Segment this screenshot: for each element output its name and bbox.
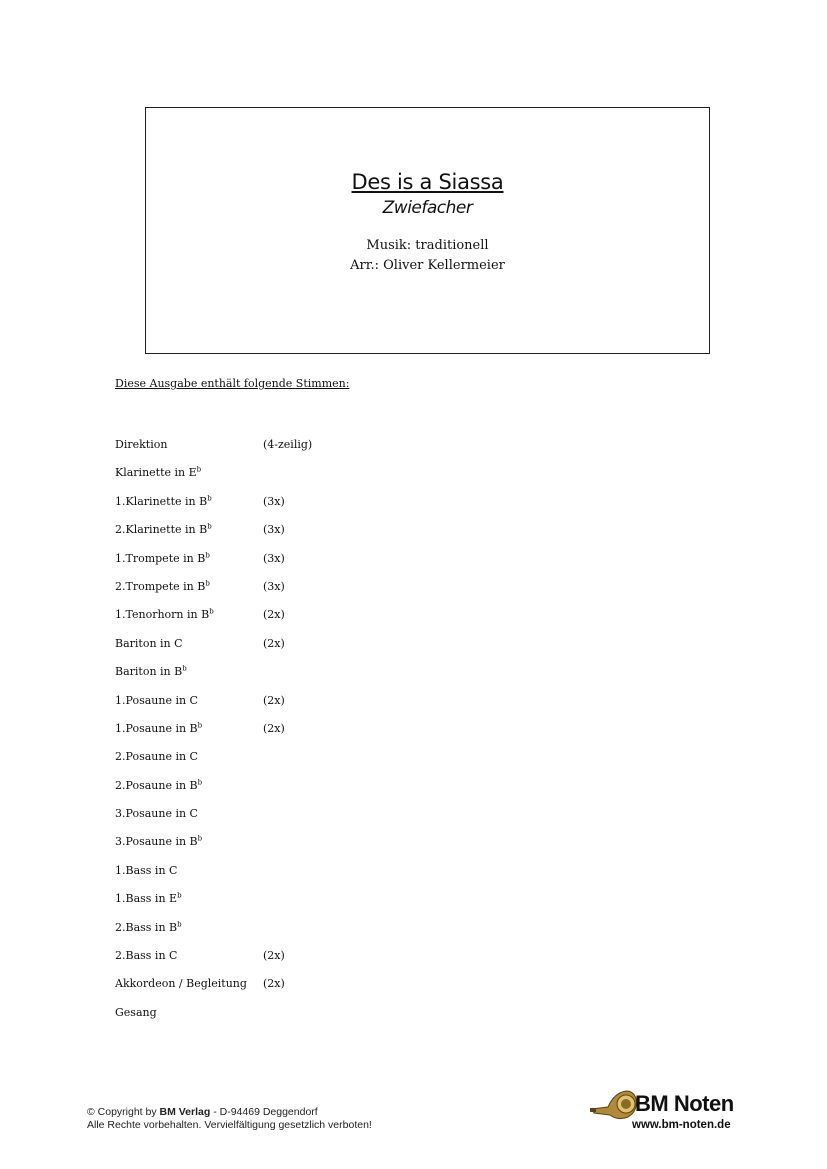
part-name-text: Klarinette in E [115,466,197,480]
part-name-text: 3.Posaune in C [115,807,198,821]
part-row [115,637,515,665]
part-name [115,665,187,678]
part-name [115,438,167,451]
logo-text: BM Noten [635,1091,734,1116]
part-name [115,779,202,792]
part-name [115,466,201,479]
part-count: (2x) [263,977,285,991]
copyright-prefix: © Copyright by [87,1106,160,1118]
part-name-text: 2.Trompete in B [115,579,206,593]
part-count: (2x) [263,608,285,622]
flat-sign: b [197,721,203,730]
publisher-name: BM Verlag [159,1106,211,1118]
part-row [115,892,515,920]
flat-sign: b [205,550,210,559]
part-name [115,608,214,621]
part-row [115,977,515,1005]
part-count: (2x) [263,693,285,707]
part-row [115,835,515,863]
part-row [115,665,515,693]
part-count: (3x) [263,551,285,565]
part-name [115,523,212,536]
part-count: (2x) [263,949,285,963]
part-name [115,977,247,990]
flat-sign: b [205,579,210,588]
part-name-text: 1.Posaune in C [115,693,198,707]
part-row [115,949,515,977]
part-name [115,835,202,848]
flat-sign: b [177,919,182,928]
part-name-text: 1.Trompete in B [115,551,206,565]
rights-line: Alle Rechte vorbehalten. Vervielfältigung gesetzlich verboten! [87,1119,372,1131]
part-row [115,864,515,892]
horn-icon [590,1087,640,1123]
flat-sign: b [207,494,212,503]
flat-sign: b [177,891,182,900]
part-name [115,807,198,820]
part-name-text: Bariton in B [115,665,183,679]
piece-subtitle: Zwiefacher [382,198,473,218]
part-name [115,694,198,707]
part-count: (4-zeilig) [263,438,313,451]
part-name-text: 2.Klarinette in B [115,523,208,537]
part-name-text: 2.Posaune in B [115,778,198,792]
parts-list [115,438,515,1034]
part-name [115,1006,157,1019]
part-count: (3x) [263,494,285,508]
part-count: (3x) [263,523,285,537]
part-name-text: 1.Bass in E [115,892,178,906]
flat-sign: b [207,522,212,531]
part-name [115,722,202,735]
flat-sign: b [197,778,203,787]
copyright-suffix: - D-94469 Deggendorf [210,1106,318,1118]
part-row [115,779,515,807]
part-row [115,1006,515,1034]
title-box [145,107,710,354]
flat-sign: b [182,664,187,673]
flat-sign: b [209,607,214,616]
part-name [115,949,177,962]
part-name-text: 1.Posaune in B [115,721,198,735]
part-count: (2x) [263,721,285,735]
part-row [115,466,515,494]
part-row [115,495,515,523]
part-name-text: 2.Posaune in C [115,750,198,764]
arranger-credit: Arr.: Oliver Kellermeier [350,258,505,273]
part-name-text: 1.Tenorhorn in B [115,608,210,622]
part-count: (2x) [263,636,285,650]
part-row [115,807,515,835]
part-row [115,921,515,949]
part-name [115,580,210,593]
part-name-text: 2.Bass in C [115,949,178,963]
part-name-text: 1.Klarinette in B [115,494,208,508]
flat-sign: b [197,834,203,843]
logo-url[interactable]: www.bm-noten.de [632,1119,731,1131]
part-name-text: Gesang [115,1005,157,1019]
composer-credit: Musik: traditionell [366,238,489,253]
copyright-notice [87,1106,372,1132]
part-name [115,864,177,877]
part-count: (3x) [263,579,285,593]
part-name-text: 3.Posaune in B [115,835,198,849]
part-name-text: Bariton in C [115,636,183,650]
part-name-text: 1.Bass in C [115,863,178,877]
part-row [115,722,515,750]
part-name [115,892,182,905]
part-name [115,921,182,934]
part-row [115,523,515,551]
flat-sign: b [196,465,202,474]
part-name-text: Direktion [115,438,168,451]
bm-noten-logo [590,1087,740,1135]
part-row [115,694,515,722]
part-name [115,637,183,650]
piece-title: Des is a Siassa [351,170,504,194]
part-row [115,580,515,608]
part-name-text: Akkordeon / Begleitung [115,977,247,991]
part-row [115,750,515,778]
part-name [115,750,198,763]
part-name-text: 2.Bass in B [115,920,178,934]
part-row [115,552,515,580]
part-row [115,438,515,466]
copyright-line [87,1106,372,1119]
part-name [115,495,212,508]
part-name [115,552,210,565]
contents-heading: Diese Ausgabe enthält folgende Stimmen: [115,377,350,390]
part-row [115,608,515,636]
